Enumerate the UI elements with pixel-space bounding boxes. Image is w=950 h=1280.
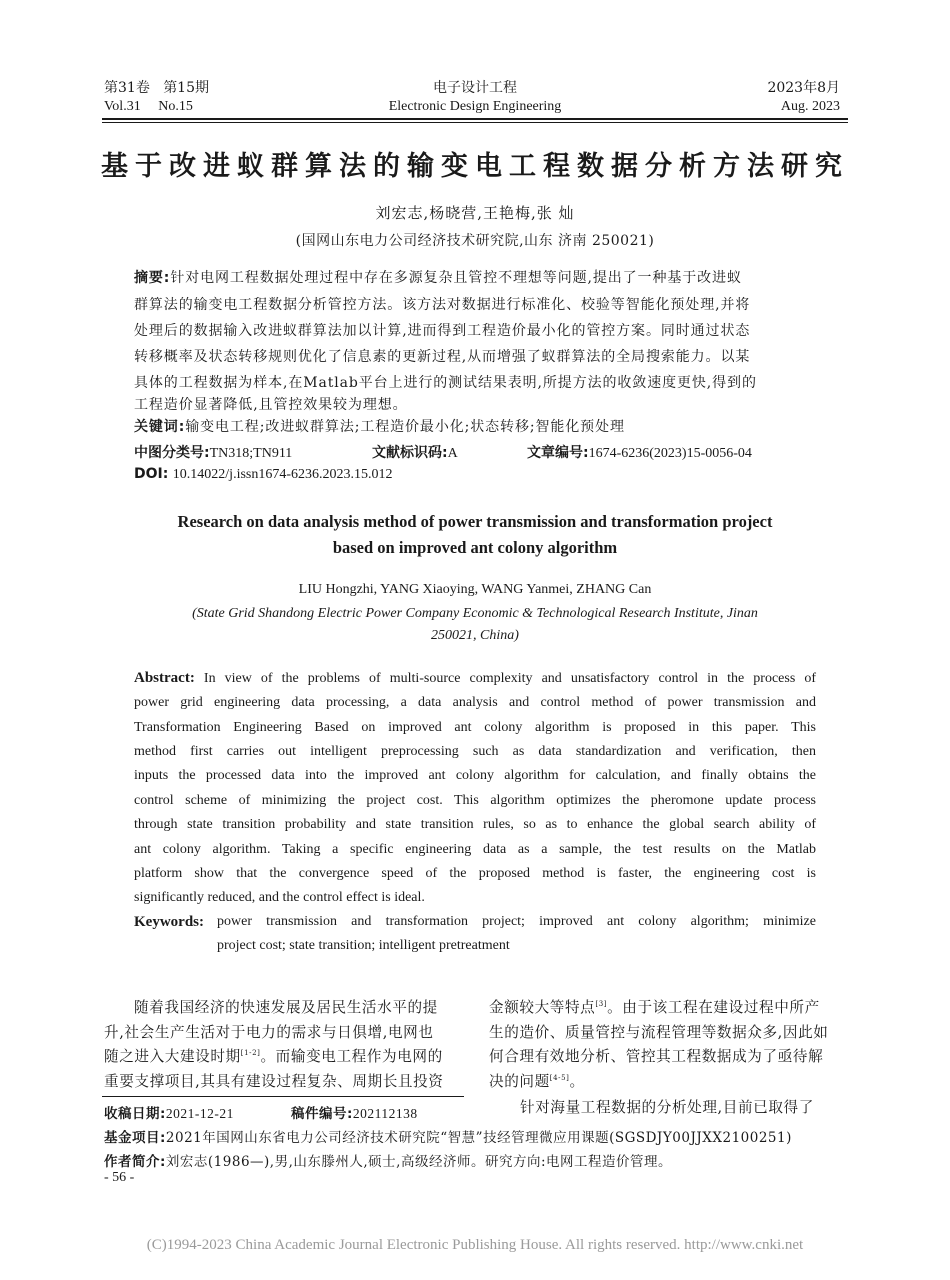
keywords-en-line2: project cost; state transition; intelligent pretreatment xyxy=(217,938,510,953)
abstract-zh-line: 摘要:针对电网工程数据处理过程中存在多源复杂且管控不理想等问题,提出了一种基于改进蚁 xyxy=(134,270,742,286)
body-left-line: 升,社会生产生活对于电力的需求与日俱增,电网也 xyxy=(104,1024,434,1041)
header-rule-thick xyxy=(102,118,848,120)
abstract-zh-line: 工程造价显著降低,且管控效果较为理想。 xyxy=(134,397,408,413)
copyright-notice: (C)1994-2023 China Academic Journal Electronic Publishing House. All rights reserved. http://www.cnki.net xyxy=(146,1237,804,1253)
citation-ref: [1-2] xyxy=(240,1049,261,1058)
abstract-en-line: through state transition probability and state transition rules, so as to enhance the global search ability of xyxy=(134,817,816,832)
clc-number: 中图分类号:TN318;TN911 xyxy=(134,445,293,461)
received-date: 收稿日期:2021-12-21 xyxy=(104,1106,234,1122)
abstract-en-line: method first carries out intelligent preprocessing such as data standardization and verification, then xyxy=(134,744,816,759)
abstract-en-line: inputs the processed data into the improved ant colony algorithm for calculation, and finally obtains the xyxy=(134,768,816,783)
manuscript-number: 稿件编号:202112138 xyxy=(291,1106,418,1122)
abstract-en-line: Transformation Engineering Based on improved ant colony algorithm is proposed in this paper. This xyxy=(134,720,816,735)
footnote-rule xyxy=(102,1096,464,1097)
article-number: 文章编号:1674-6236(2023)15-0056-04 xyxy=(527,445,752,461)
body-left-line: 随着我国经济的快速发展及居民生活水平的提 xyxy=(134,999,438,1016)
affiliation-en-line1: (State Grid Shandong Electric Power Company Economic & Technological Research Institute, Jinan xyxy=(192,606,758,621)
journal-name-en: Electronic Design Engineering xyxy=(388,99,562,114)
header-volume-zh: 第31卷 第15期 xyxy=(104,80,210,96)
abstract-en-line: power grid engineering data processing, a data analysis and control method of power transmission and xyxy=(134,695,816,710)
author-bio: 作者简介:刘宏志(1986—),男,山东滕州人,硕士,高级经济师。研究方向:电网工程造价管理。 xyxy=(104,1154,673,1170)
paper-title-en-line2: based on improved ant colony algorithm xyxy=(332,538,618,557)
header-rule-thin xyxy=(102,122,848,123)
document-code: 文献标识码:A xyxy=(372,445,458,461)
body-right-line: 何合理有效地分析、管控其工程数据成为了亟待解 xyxy=(489,1048,824,1065)
paper-title-en-line1: Research on data analysis method of power transmission and transformation project xyxy=(177,512,773,531)
body-right-line: 针对海量工程数据的分析处理,目前已取得了 xyxy=(520,1099,814,1116)
authors-zh: 刘宏志,杨晓营,王艳梅,张 灿 xyxy=(375,204,575,222)
keywords-en-line1: power transmission and transformation project; improved ant colony algorithm; minimize xyxy=(217,914,816,929)
keywords-en-label: Keywords: xyxy=(134,914,204,930)
header-volume-en: Vol.31 No.15 xyxy=(104,99,193,114)
header-date-zh: 2023年8月 xyxy=(767,80,840,96)
citation-ref: [3] xyxy=(595,1000,608,1009)
fund-project: 基金项目:2021年国网山东省电力公司经济技术研究院“智慧”技经管理微应用课题(SGSDJY00JJXX2100251) xyxy=(104,1130,792,1146)
abstract-zh-line: 转移概率及状态转移规则优化了信息素的更新过程,从而增强了蚁群算法的全局搜索能力。以某 xyxy=(134,349,751,365)
body-left-line: 随之进入大建设时期[1-2]。而输变电工程作为电网的 xyxy=(104,1048,443,1065)
citation-ref: [4-5] xyxy=(549,1074,570,1083)
journal-name-zh: 电子设计工程 xyxy=(433,80,517,96)
abstract-zh-line: 具体的工程数据为样本,在Matlab平台上进行的测试结果表明,所提方法的收敛速度更快,得到的 xyxy=(134,375,757,391)
body-right-line: 生的造价、质量管控与流程管理等数据众多,因此如 xyxy=(489,1024,829,1041)
abstract-en-label: Abstract: xyxy=(134,670,195,686)
abstract-en-line: significantly reduced, and the control effect is ideal. xyxy=(134,890,425,905)
header-date-en: Aug. 2023 xyxy=(780,99,840,114)
body-right-line: 决的问题[4-5]。 xyxy=(489,1073,585,1090)
abstract-en-line: Abstract: In view of the problems of multi-source complexity and unsatisfactory control in the process of xyxy=(134,670,817,686)
abstract-en-line: ant colony algorithm. Taking a specific engineering data as a sample, the test results on the Matlab xyxy=(134,842,816,857)
doi: DOI: 10.14022/j.issn1674-6236.2023.15.012 xyxy=(134,466,393,482)
abstract-en-line: platform show that the convergence speed of the proposed method is faster, the engineering cost is xyxy=(134,866,816,881)
body-right-line: 金额较大等特点[3]。由于该工程在建设过程中所产 xyxy=(489,999,820,1016)
abstract-en-line: control scheme of minimizing the project cost. This algorithm optimizes the pheromone update process xyxy=(134,793,816,808)
abstract-zh-line: 处理后的数据输入改进蚁群算法加以计算,进而得到工程造价最小化的管控方案。同时通过状态 xyxy=(134,323,751,339)
affiliation-en-line2: 250021, China) xyxy=(431,628,519,643)
abstract-zh-line: 群算法的输变电工程数据分析管控方法。该方法对数据进行标准化、校验等智能化预处理,并将 xyxy=(134,297,751,313)
keywords-zh: 关键词:输变电工程;改进蚁群算法;工程造价最小化;状态转移;智能化预处理 xyxy=(134,419,625,435)
page-number: - 56 - xyxy=(104,1170,135,1185)
affiliation-zh: (国网山东电力公司经济技术研究院,山东 济南 250021) xyxy=(295,233,655,249)
paper-title-zh: 基于改进蚁群算法的输变电工程数据分析方法研究 xyxy=(101,151,849,182)
body-left-line: 重要支撑项目,其具有建设过程复杂、周期长且投资 xyxy=(104,1073,444,1090)
abstract-zh-label: 摘要: xyxy=(134,270,171,286)
authors-en: LIU Hongzhi, YANG Xiaoying, WANG Yanmei, ZHANG Can xyxy=(298,582,652,597)
